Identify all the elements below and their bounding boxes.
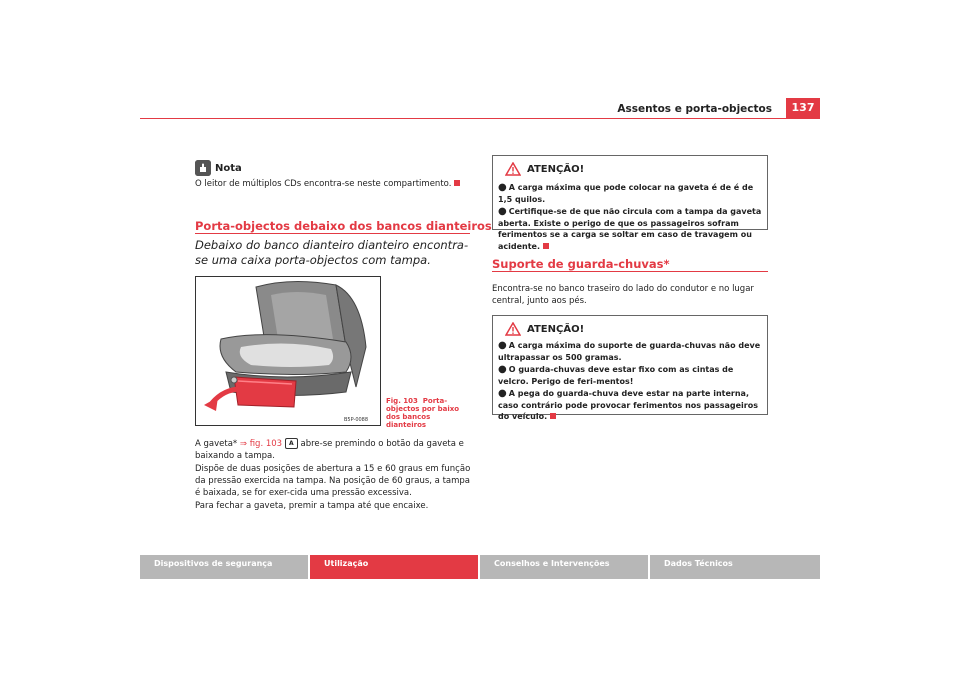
warning-item-text: A carga máxima do suporte de guarda-chuvas não deve ultrapassar os 500 gramas. bbox=[498, 341, 761, 362]
warning-box-umbrella bbox=[492, 315, 768, 421]
figure-caption-label: Fig. 103 bbox=[386, 397, 418, 405]
paragraph-close: Para fechar a gaveta, premir a tampa até que encaixe. bbox=[195, 501, 429, 511]
warning-item-text: O guarda-chuvas deve estar fixo com as cintas de velcro. Perigo de feri-mentos! bbox=[498, 365, 734, 386]
end-mark-icon bbox=[454, 180, 460, 186]
p1-start: A gaveta* bbox=[195, 439, 240, 449]
page-header-title: Assentos e porta-objectos bbox=[617, 103, 772, 115]
note-title: Nota bbox=[215, 163, 242, 174]
seat-illustration bbox=[196, 277, 381, 426]
warning-item-text: A carga máxima que pode colocar na gaveta é de é de 1,5 quilos. bbox=[498, 183, 754, 204]
tab-conselhos-intervencoes[interactable]: Conselhos e Intervenções bbox=[480, 555, 648, 579]
paragraph-drawer-open bbox=[195, 438, 475, 462]
figure-caption bbox=[386, 397, 466, 429]
paragraph-positions: Dispõe de duas posições de abertura a 15 e 60 graus em função da pressão exercida na tampa. Na posição de 60 graus, a tampa é baixada, se for exer-cida uma pressão excessiva. bbox=[195, 464, 471, 498]
section-title-storage-under-seats: Porta-objectos debaixo dos bancos dianteiros bbox=[195, 219, 492, 233]
section-title-umbrella-holder: Suporte de guarda-chuvas* bbox=[492, 257, 670, 271]
section-rule bbox=[195, 233, 470, 234]
paragraph-umbrella-location: Encontra-se no banco traseiro do lado do condutor e no lugar central, junto aos pés. bbox=[492, 284, 754, 306]
warning-list bbox=[498, 182, 766, 253]
section-lead: Debaixo do banco dianteiro dianteiro encontra-se uma caixa porta-objectos com tampa. bbox=[195, 238, 469, 267]
warning-title: ATENÇÃO! bbox=[527, 164, 585, 175]
warning-item bbox=[498, 364, 766, 387]
note-icon bbox=[195, 160, 211, 176]
warning-item-text: A pega do guarda-chuva deve estar na parte interna, caso contrário pode provocar ferimentos nos passageiros do veículo. bbox=[498, 389, 758, 421]
section-rule bbox=[492, 271, 768, 272]
warning-item bbox=[498, 182, 766, 205]
warning-icon bbox=[505, 162, 521, 176]
end-mark-icon bbox=[543, 243, 549, 249]
warning-list bbox=[498, 340, 766, 424]
figure-code: B5P-0088 bbox=[344, 417, 369, 423]
tab-dispositivos-seguranca[interactable]: Dispositivos de segurança bbox=[140, 555, 308, 579]
warning-title: ATENÇÃO! bbox=[527, 324, 585, 335]
warning-item-text: Certifique-se de que não circula com a tampa da gaveta aberta. Existe o perigo de que os passageiros sofram ferimentos se a carga se soltar em caso de travagem ou acidente. bbox=[498, 207, 762, 251]
figure-reference-link[interactable]: ⇒ fig. 103 bbox=[239, 439, 283, 449]
bullet-icon: ● bbox=[498, 364, 507, 375]
header-rule bbox=[140, 118, 820, 119]
warning-icon bbox=[505, 322, 521, 336]
note-text bbox=[195, 179, 460, 189]
figure-caption-text: Porta-objectos por baixo dos bancos dianteiros bbox=[386, 397, 460, 429]
warning-item bbox=[498, 206, 766, 252]
bullet-icon: ● bbox=[498, 206, 507, 217]
bullet-icon: ● bbox=[498, 182, 507, 193]
tab-dados-tecnicos[interactable]: Dados Técnicos bbox=[650, 555, 820, 579]
end-mark-icon bbox=[550, 413, 556, 419]
tab-utilizacao[interactable]: Utilização bbox=[310, 555, 478, 579]
warning-item bbox=[498, 340, 766, 363]
bullet-icon: ● bbox=[498, 340, 507, 351]
note-text-content: O leitor de múltiplos CDs encontra-se neste compartimento. bbox=[195, 179, 452, 189]
p1-end: abre-se premindo o botão da gaveta e baixando a tampa. bbox=[195, 439, 464, 461]
warning-item bbox=[498, 388, 766, 423]
page-number: 137 bbox=[786, 98, 820, 118]
callout-a: A bbox=[285, 438, 298, 449]
warning-box-drawer bbox=[492, 155, 768, 251]
seat-drawer-figure bbox=[195, 276, 381, 426]
bullet-icon: ● bbox=[498, 388, 507, 399]
